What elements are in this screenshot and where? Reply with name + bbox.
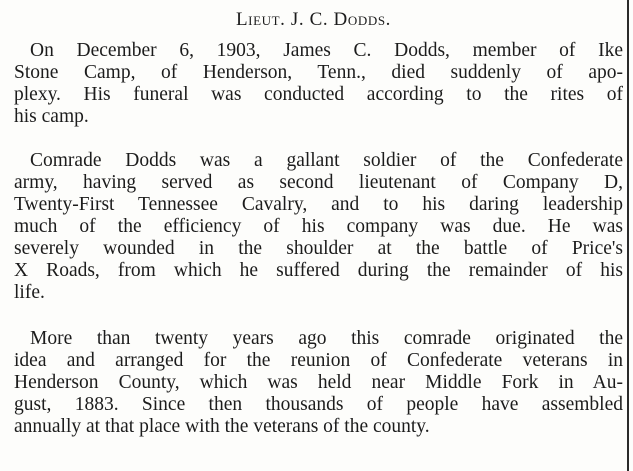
paragraph-death-notice	[14, 40, 623, 128]
text-line: Comrade Dodds was a gallant soldier of the Confederate	[30, 150, 623, 171]
text-line: severely wounded in the shoulder at the battle of Price's	[14, 238, 623, 259]
obituary-title	[0, 9, 627, 31]
text-line: his camp.	[14, 106, 89, 127]
paragraph-reunion	[14, 328, 623, 438]
text-line: More than twenty years ago this comrade originated the	[30, 328, 623, 349]
page-edge-rule	[627, 0, 629, 471]
text-line: On December 6, 1903, James C. Dodds, member of Ike	[30, 40, 623, 61]
text-line: much of the efficiency of his company was due. He was	[14, 216, 623, 237]
text-line: Stone Camp, of Henderson, Tenn., died suddenly of apo-	[14, 62, 623, 83]
text-line: gust, 1883. Since then thousands of people have assembled	[14, 394, 623, 415]
text-line: X Roads, from which he suffered during the remainder of his	[14, 260, 623, 281]
text-line: Twenty-First Tennessee Cavalry, and to his daring leadership	[14, 194, 623, 215]
text-line: life.	[14, 282, 45, 303]
obituary-title-text: Lieut. J. C. Dodds.	[235, 9, 392, 30]
paragraph-military-service	[14, 150, 623, 304]
text-line: army, having served as second lieutenant of Company D,	[14, 172, 623, 193]
text-line: Henderson County, which was held near Middle Fork in Au-	[14, 372, 623, 393]
text-line: annually at that place with the veterans of the county.	[14, 416, 430, 437]
text-line: plexy. His funeral was conducted according to the rites of	[14, 84, 623, 105]
text-line: idea and arranged for the reunion of Confederate veterans in	[14, 350, 623, 371]
